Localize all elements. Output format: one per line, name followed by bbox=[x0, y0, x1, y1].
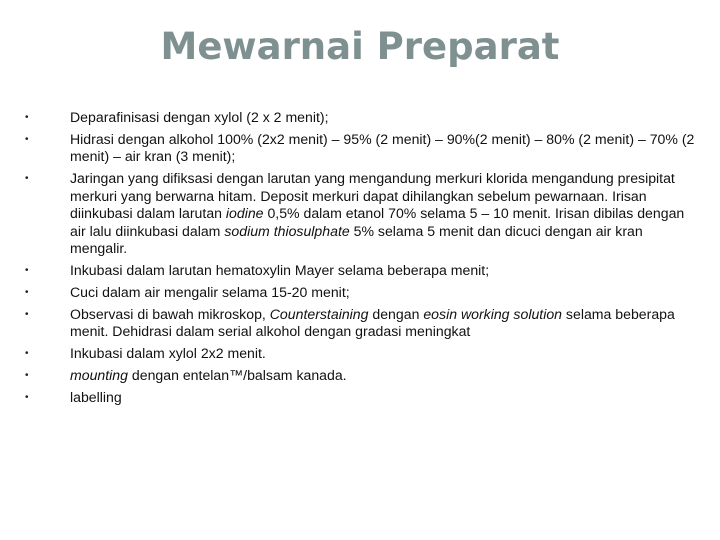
text-segment: dengan bbox=[368, 306, 424, 323]
italic-term: Counterstaining bbox=[269, 306, 369, 323]
text-segment: Inkubasi dalam xylol 2x2 menit. bbox=[70, 345, 266, 362]
list-item bbox=[25, 389, 695, 406]
italic-term: iodine bbox=[225, 205, 264, 222]
bullet-text bbox=[70, 306, 675, 339]
text-segment: 5% selama 5 menit dan dicuci dengan air kran mengalir. bbox=[70, 222, 643, 257]
bullet-dot-icon: • bbox=[25, 134, 29, 145]
bullet-dot-icon: • bbox=[25, 173, 29, 185]
bullet-dot-icon: • bbox=[25, 348, 29, 360]
bullet-text bbox=[70, 109, 329, 125]
italic-term: eosin working solution bbox=[423, 306, 563, 323]
text-segment: dengan entelan™/balsam kanada. bbox=[127, 367, 347, 384]
text-segment: Jaringan yang difiksasi dengan larutan yang mengandung merkuri klorida mengandung presipitat merkuri yang berwarna hitam. Deposit merkuri dapat dihilangkan sebelum pewarnaan. Irisan diinkubasi dalam larutan bbox=[70, 170, 675, 222]
italic-term: sodium thiosulphate bbox=[224, 222, 350, 239]
text-segment: Cuci dalam air mengalir selama 15-20 menit; bbox=[70, 284, 350, 301]
bullet-dot-icon: • bbox=[25, 392, 29, 404]
list-item bbox=[25, 284, 695, 301]
bullet-dot-icon: • bbox=[25, 265, 29, 277]
bullet-text bbox=[70, 170, 684, 256]
bullet-dot-icon: • bbox=[25, 370, 29, 382]
bullet-text bbox=[70, 131, 694, 164]
text-segment: Hidrasi dengan alkohol 100% (2x2 menit) – 95% (2 menit) – 90%(2 menit) – 80% (2 menit) – 70% (2 menit) – air kran (3 menit); bbox=[70, 131, 695, 165]
bullet-dot-icon: • bbox=[25, 309, 29, 321]
text-segment: labelling bbox=[70, 389, 122, 406]
bullet-dot-icon: • bbox=[25, 287, 29, 299]
list-item bbox=[25, 170, 695, 257]
list-item bbox=[25, 109, 695, 126]
bullet-text bbox=[70, 367, 347, 383]
list-item bbox=[25, 306, 695, 341]
text-segment: Deparafinisasi dengan xylol (2 x 2 menit); bbox=[70, 109, 329, 125]
list-item bbox=[25, 367, 695, 384]
bullet-text bbox=[70, 389, 122, 405]
bullet-list bbox=[25, 109, 695, 411]
italic-term: mounting bbox=[70, 367, 128, 384]
bullet-text bbox=[70, 262, 489, 278]
text-segment: 0,5% dalam etanol 70% selama 5 – 10 menit. Irisan dibilas dengan air lalu diinkubasi dalam bbox=[70, 205, 685, 239]
text-segment: Inkubasi dalam larutan hematoxylin Mayer selama beberapa menit; bbox=[70, 262, 490, 279]
bullet-dot-icon: • bbox=[25, 112, 29, 123]
text-segment: Observasi di bawah mikroskop, bbox=[70, 306, 270, 323]
text-segment: selama beberapa menit. Dehidrasi dalam serial alkohol dengan gradasi meningkat bbox=[70, 306, 675, 340]
list-item bbox=[25, 131, 695, 166]
list-item bbox=[25, 262, 695, 279]
slide-title: Mewarnai Preparat bbox=[160, 25, 560, 68]
list-item bbox=[25, 345, 695, 362]
bullet-text bbox=[70, 284, 350, 300]
bullet-text bbox=[70, 345, 266, 361]
